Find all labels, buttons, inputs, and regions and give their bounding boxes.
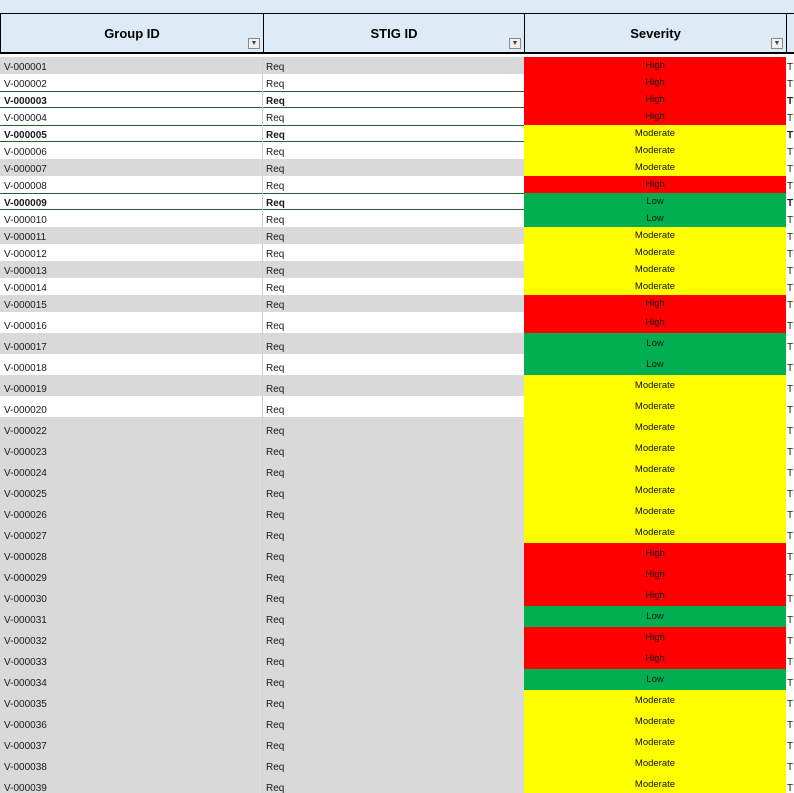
group-id-cell[interactable]: V-000031: [0, 606, 263, 627]
table-row[interactable]: [0, 543, 794, 564]
severity-cell[interactable]: Moderate: [524, 480, 786, 501]
severity-cell[interactable]: High: [524, 295, 786, 312]
group-id-cell[interactable]: V-000025: [0, 480, 263, 501]
severity-cell[interactable]: Moderate: [524, 278, 786, 295]
stig-id-cell[interactable]: Req: [266, 615, 285, 626]
next-column-cell[interactable]: T: [786, 74, 794, 91]
severity-cell[interactable]: Low: [524, 210, 786, 227]
group-id-cell[interactable]: V-000029: [0, 564, 263, 585]
severity-cell[interactable]: Moderate: [524, 753, 786, 774]
stig-id-cell[interactable]: Req: [266, 699, 285, 710]
table-row[interactable]: [0, 648, 794, 669]
next-column-cell[interactable]: T: [786, 244, 794, 261]
next-column-cell[interactable]: T: [786, 261, 794, 278]
stig-id-cell[interactable]: Req: [266, 447, 285, 458]
severity-cell[interactable]: Moderate: [524, 732, 786, 753]
header-stig-id-label: STIG ID: [370, 25, 418, 41]
group-id-cell[interactable]: V-000024: [0, 459, 263, 480]
table-row[interactable]: [0, 108, 794, 125]
stig-id-cell[interactable]: Req: [266, 215, 285, 226]
severity-cell[interactable]: Moderate: [524, 227, 786, 244]
stig-id-cell[interactable]: Req: [266, 249, 285, 260]
filter-dropdown-icon[interactable]: ▼: [771, 38, 783, 49]
next-column-cell[interactable]: T: [786, 227, 794, 244]
table-row[interactable]: [0, 501, 794, 522]
group-id-cell[interactable]: V-000032: [0, 627, 263, 648]
stig-id-cell[interactable]: Req: [266, 164, 285, 175]
group-id-cell[interactable]: V-000008: [0, 176, 263, 193]
severity-cell[interactable]: Low: [524, 333, 786, 354]
table-row[interactable]: [0, 606, 794, 627]
table-row[interactable]: [0, 564, 794, 585]
next-column-cell[interactable]: T: [786, 125, 794, 142]
next-column-cell[interactable]: T: [786, 57, 794, 74]
next-column-cell[interactable]: T: [786, 295, 794, 312]
stig-id-cell[interactable]: Req: [266, 762, 285, 773]
table-row[interactable]: [0, 57, 794, 74]
stig-id-cell[interactable]: Req: [266, 678, 285, 689]
stig-id-cell[interactable]: Req: [266, 783, 285, 793]
group-id-cell[interactable]: V-000013: [0, 261, 263, 278]
severity-cell[interactable]: High: [524, 564, 786, 585]
next-column-cell[interactable]: T: [786, 480, 794, 501]
stig-id-cell[interactable]: Req: [266, 363, 285, 374]
next-column-cell[interactable]: T: [786, 669, 794, 690]
group-id-cell[interactable]: V-000012: [0, 244, 263, 261]
table-header: [0, 13, 794, 56]
severity-cell[interactable]: High: [524, 176, 786, 193]
group-id-cell[interactable]: V-000020: [0, 396, 263, 417]
group-id-cell[interactable]: V-000036: [0, 711, 263, 732]
stig-id-cell[interactable]: Req: [266, 321, 285, 332]
next-column-cell[interactable]: T: [786, 142, 794, 159]
header-group-id-label: Group ID: [104, 25, 160, 41]
stig-id-cell[interactable]: Req: [266, 147, 285, 158]
table-row[interactable]: [0, 375, 794, 396]
group-id-cell[interactable]: V-000019: [0, 375, 263, 396]
next-column-cell[interactable]: T: [786, 543, 794, 564]
table-row[interactable]: [0, 732, 794, 753]
next-column-cell[interactable]: T: [786, 585, 794, 606]
column-letter-strip: [0, 0, 794, 14]
next-column-cell[interactable]: T: [786, 606, 794, 627]
next-column-cell[interactable]: T: [786, 501, 794, 522]
group-id-cell[interactable]: V-000005: [0, 125, 263, 142]
header-next-column[interactable]: [786, 13, 794, 54]
table-row[interactable]: [0, 753, 794, 774]
next-column-cell[interactable]: T: [786, 333, 794, 354]
group-id-cell[interactable]: V-000030: [0, 585, 263, 606]
severity-cell[interactable]: High: [524, 74, 786, 91]
header-group-id[interactable]: [0, 13, 264, 54]
table-row[interactable]: [0, 176, 794, 193]
table-row[interactable]: [0, 459, 794, 480]
severity-cell[interactable]: Moderate: [524, 522, 786, 543]
next-column-cell[interactable]: T: [786, 210, 794, 227]
group-id-cell[interactable]: V-000009: [0, 193, 263, 210]
group-id-cell[interactable]: V-000023: [0, 438, 263, 459]
table-row[interactable]: [0, 774, 794, 793]
stig-id-cell[interactable]: Req: [266, 741, 285, 752]
group-id-cell[interactable]: V-000004: [0, 108, 263, 125]
severity-cell[interactable]: High: [524, 543, 786, 564]
table-row[interactable]: [0, 669, 794, 690]
group-id-cell[interactable]: V-000007: [0, 159, 263, 176]
group-id-cell[interactable]: V-000017: [0, 333, 263, 354]
group-id-cell[interactable]: V-000037: [0, 732, 263, 753]
table-row[interactable]: [0, 438, 794, 459]
table-row[interactable]: [0, 125, 794, 142]
stig-id-cell[interactable]: Req: [266, 181, 285, 192]
group-id-cell[interactable]: V-000002: [0, 74, 263, 91]
table-row[interactable]: [0, 585, 794, 606]
severity-cell[interactable]: High: [524, 91, 786, 108]
table-body: [0, 57, 794, 793]
severity-cell[interactable]: Moderate: [524, 159, 786, 176]
stig-id-cell[interactable]: Req: [266, 283, 285, 294]
table-row[interactable]: [0, 142, 794, 159]
next-column-cell[interactable]: T: [786, 354, 794, 375]
next-column-cell[interactable]: T: [786, 627, 794, 648]
group-id-cell[interactable]: V-000010: [0, 210, 263, 227]
group-id-cell[interactable]: V-000018: [0, 354, 263, 375]
severity-cell[interactable]: Moderate: [524, 438, 786, 459]
filter-dropdown-icon[interactable]: ▼: [509, 38, 521, 49]
group-id-cell[interactable]: V-000035: [0, 690, 263, 711]
next-column-cell[interactable]: T: [786, 312, 794, 333]
table-row[interactable]: [0, 690, 794, 711]
table-row[interactable]: [0, 278, 794, 295]
severity-cell[interactable]: Moderate: [524, 244, 786, 261]
severity-cell[interactable]: Moderate: [524, 690, 786, 711]
table-row[interactable]: [0, 295, 794, 312]
table-row[interactable]: [0, 522, 794, 543]
next-column-cell[interactable]: T: [786, 648, 794, 669]
group-id-cell[interactable]: V-000006: [0, 142, 263, 159]
severity-cell[interactable]: Moderate: [524, 459, 786, 480]
stig-id-cell[interactable]: Req: [266, 594, 285, 605]
table-row[interactable]: [0, 261, 794, 278]
table-row[interactable]: [0, 480, 794, 501]
severity-cell[interactable]: Moderate: [524, 125, 786, 142]
stig-id-cell[interactable]: Req: [266, 198, 285, 209]
group-id-cell[interactable]: V-000039: [0, 774, 263, 793]
stig-id-cell[interactable]: Req: [266, 636, 285, 647]
table-row[interactable]: [0, 91, 794, 108]
severity-cell[interactable]: Low: [524, 193, 786, 210]
severity-cell[interactable]: Low: [524, 606, 786, 627]
table-row[interactable]: [0, 417, 794, 438]
group-id-cell[interactable]: V-000034: [0, 669, 263, 690]
next-column-cell[interactable]: T: [786, 459, 794, 480]
next-column-cell[interactable]: T: [786, 753, 794, 774]
next-column-cell[interactable]: T: [786, 711, 794, 732]
table-row[interactable]: [0, 333, 794, 354]
severity-cell[interactable]: High: [524, 585, 786, 606]
severity-cell[interactable]: Low: [524, 354, 786, 375]
next-column-cell[interactable]: T: [786, 375, 794, 396]
stig-id-cell[interactable]: Req: [266, 96, 285, 107]
stig-id-cell[interactable]: Req: [266, 266, 285, 277]
next-column-cell[interactable]: T: [786, 732, 794, 753]
table-row[interactable]: [0, 396, 794, 417]
severity-cell[interactable]: Moderate: [524, 711, 786, 732]
next-column-cell[interactable]: T: [786, 564, 794, 585]
stig-id-cell[interactable]: Req: [266, 405, 285, 416]
stig-id-cell[interactable]: Req: [266, 300, 285, 311]
group-id-cell[interactable]: V-000028: [0, 543, 263, 564]
table-row[interactable]: [0, 193, 794, 210]
group-id-cell[interactable]: V-000033: [0, 648, 263, 669]
stig-id-cell[interactable]: Req: [266, 468, 285, 479]
stig-id-cell[interactable]: Req: [266, 552, 285, 563]
table-row[interactable]: [0, 627, 794, 648]
table-row[interactable]: [0, 354, 794, 375]
severity-cell[interactable]: High: [524, 57, 786, 74]
severity-cell[interactable]: High: [524, 627, 786, 648]
next-column-cell[interactable]: T: [786, 774, 794, 793]
stig-id-cell[interactable]: Req: [266, 113, 285, 124]
stig-id-cell[interactable]: Req: [266, 510, 285, 521]
stig-id-cell[interactable]: Req: [266, 531, 285, 542]
group-id-cell[interactable]: V-000011: [0, 227, 263, 244]
stig-id-cell[interactable]: Req: [266, 489, 285, 500]
group-id-cell[interactable]: V-000001: [0, 57, 263, 74]
next-column-cell[interactable]: T: [786, 193, 794, 210]
table-row[interactable]: [0, 74, 794, 91]
next-column-cell[interactable]: T: [786, 522, 794, 543]
group-id-cell[interactable]: V-000038: [0, 753, 263, 774]
stig-id-cell[interactable]: Req: [266, 720, 285, 731]
stig-id-cell[interactable]: Req: [266, 573, 285, 584]
group-id-cell[interactable]: V-000026: [0, 501, 263, 522]
stig-id-cell[interactable]: Req: [266, 384, 285, 395]
table-row[interactable]: [0, 312, 794, 333]
group-id-cell[interactable]: V-000022: [0, 417, 263, 438]
group-id-cell[interactable]: V-000015: [0, 295, 263, 312]
severity-cell[interactable]: Moderate: [524, 375, 786, 396]
next-column-cell[interactable]: T: [786, 278, 794, 295]
severity-cell[interactable]: High: [524, 312, 786, 333]
group-id-cell[interactable]: V-000003: [0, 91, 263, 108]
stig-id-cell[interactable]: Req: [266, 130, 285, 141]
next-column-cell[interactable]: T: [786, 108, 794, 125]
stig-id-cell[interactable]: Req: [266, 232, 285, 243]
next-column-cell[interactable]: T: [786, 417, 794, 438]
stig-id-cell[interactable]: Req: [266, 62, 285, 73]
filter-dropdown-icon[interactable]: ▼: [248, 38, 260, 49]
severity-cell[interactable]: Moderate: [524, 396, 786, 417]
next-column-cell[interactable]: T: [786, 690, 794, 711]
table-row[interactable]: [0, 244, 794, 261]
severity-cell[interactable]: Low: [524, 669, 786, 690]
table-row[interactable]: [0, 159, 794, 176]
group-id-cell[interactable]: V-000016: [0, 312, 263, 333]
header-stig-id[interactable]: [263, 13, 525, 54]
severity-cell[interactable]: High: [524, 108, 786, 125]
header-severity-label: Severity: [630, 25, 681, 41]
table-row[interactable]: [0, 210, 794, 227]
next-column-cell[interactable]: T: [786, 396, 794, 417]
table-row[interactable]: [0, 711, 794, 732]
group-id-cell[interactable]: V-000014: [0, 278, 263, 295]
next-column-cell[interactable]: T: [786, 176, 794, 193]
table-row[interactable]: [0, 227, 794, 244]
group-id-cell[interactable]: V-000027: [0, 522, 263, 543]
severity-cell[interactable]: High: [524, 648, 786, 669]
next-column-cell[interactable]: T: [786, 159, 794, 176]
stig-id-cell[interactable]: Req: [266, 426, 285, 437]
severity-cell[interactable]: Moderate: [524, 417, 786, 438]
severity-cell[interactable]: Moderate: [524, 261, 786, 278]
next-column-cell[interactable]: T: [786, 438, 794, 459]
stig-id-cell[interactable]: Req: [266, 79, 285, 90]
severity-cell[interactable]: Moderate: [524, 501, 786, 522]
stig-id-cell[interactable]: Req: [266, 657, 285, 668]
next-column-cell[interactable]: T: [786, 91, 794, 108]
severity-cell[interactable]: Moderate: [524, 774, 786, 793]
severity-cell[interactable]: Moderate: [524, 142, 786, 159]
stig-id-cell[interactable]: Req: [266, 342, 285, 353]
header-severity[interactable]: [524, 13, 787, 54]
